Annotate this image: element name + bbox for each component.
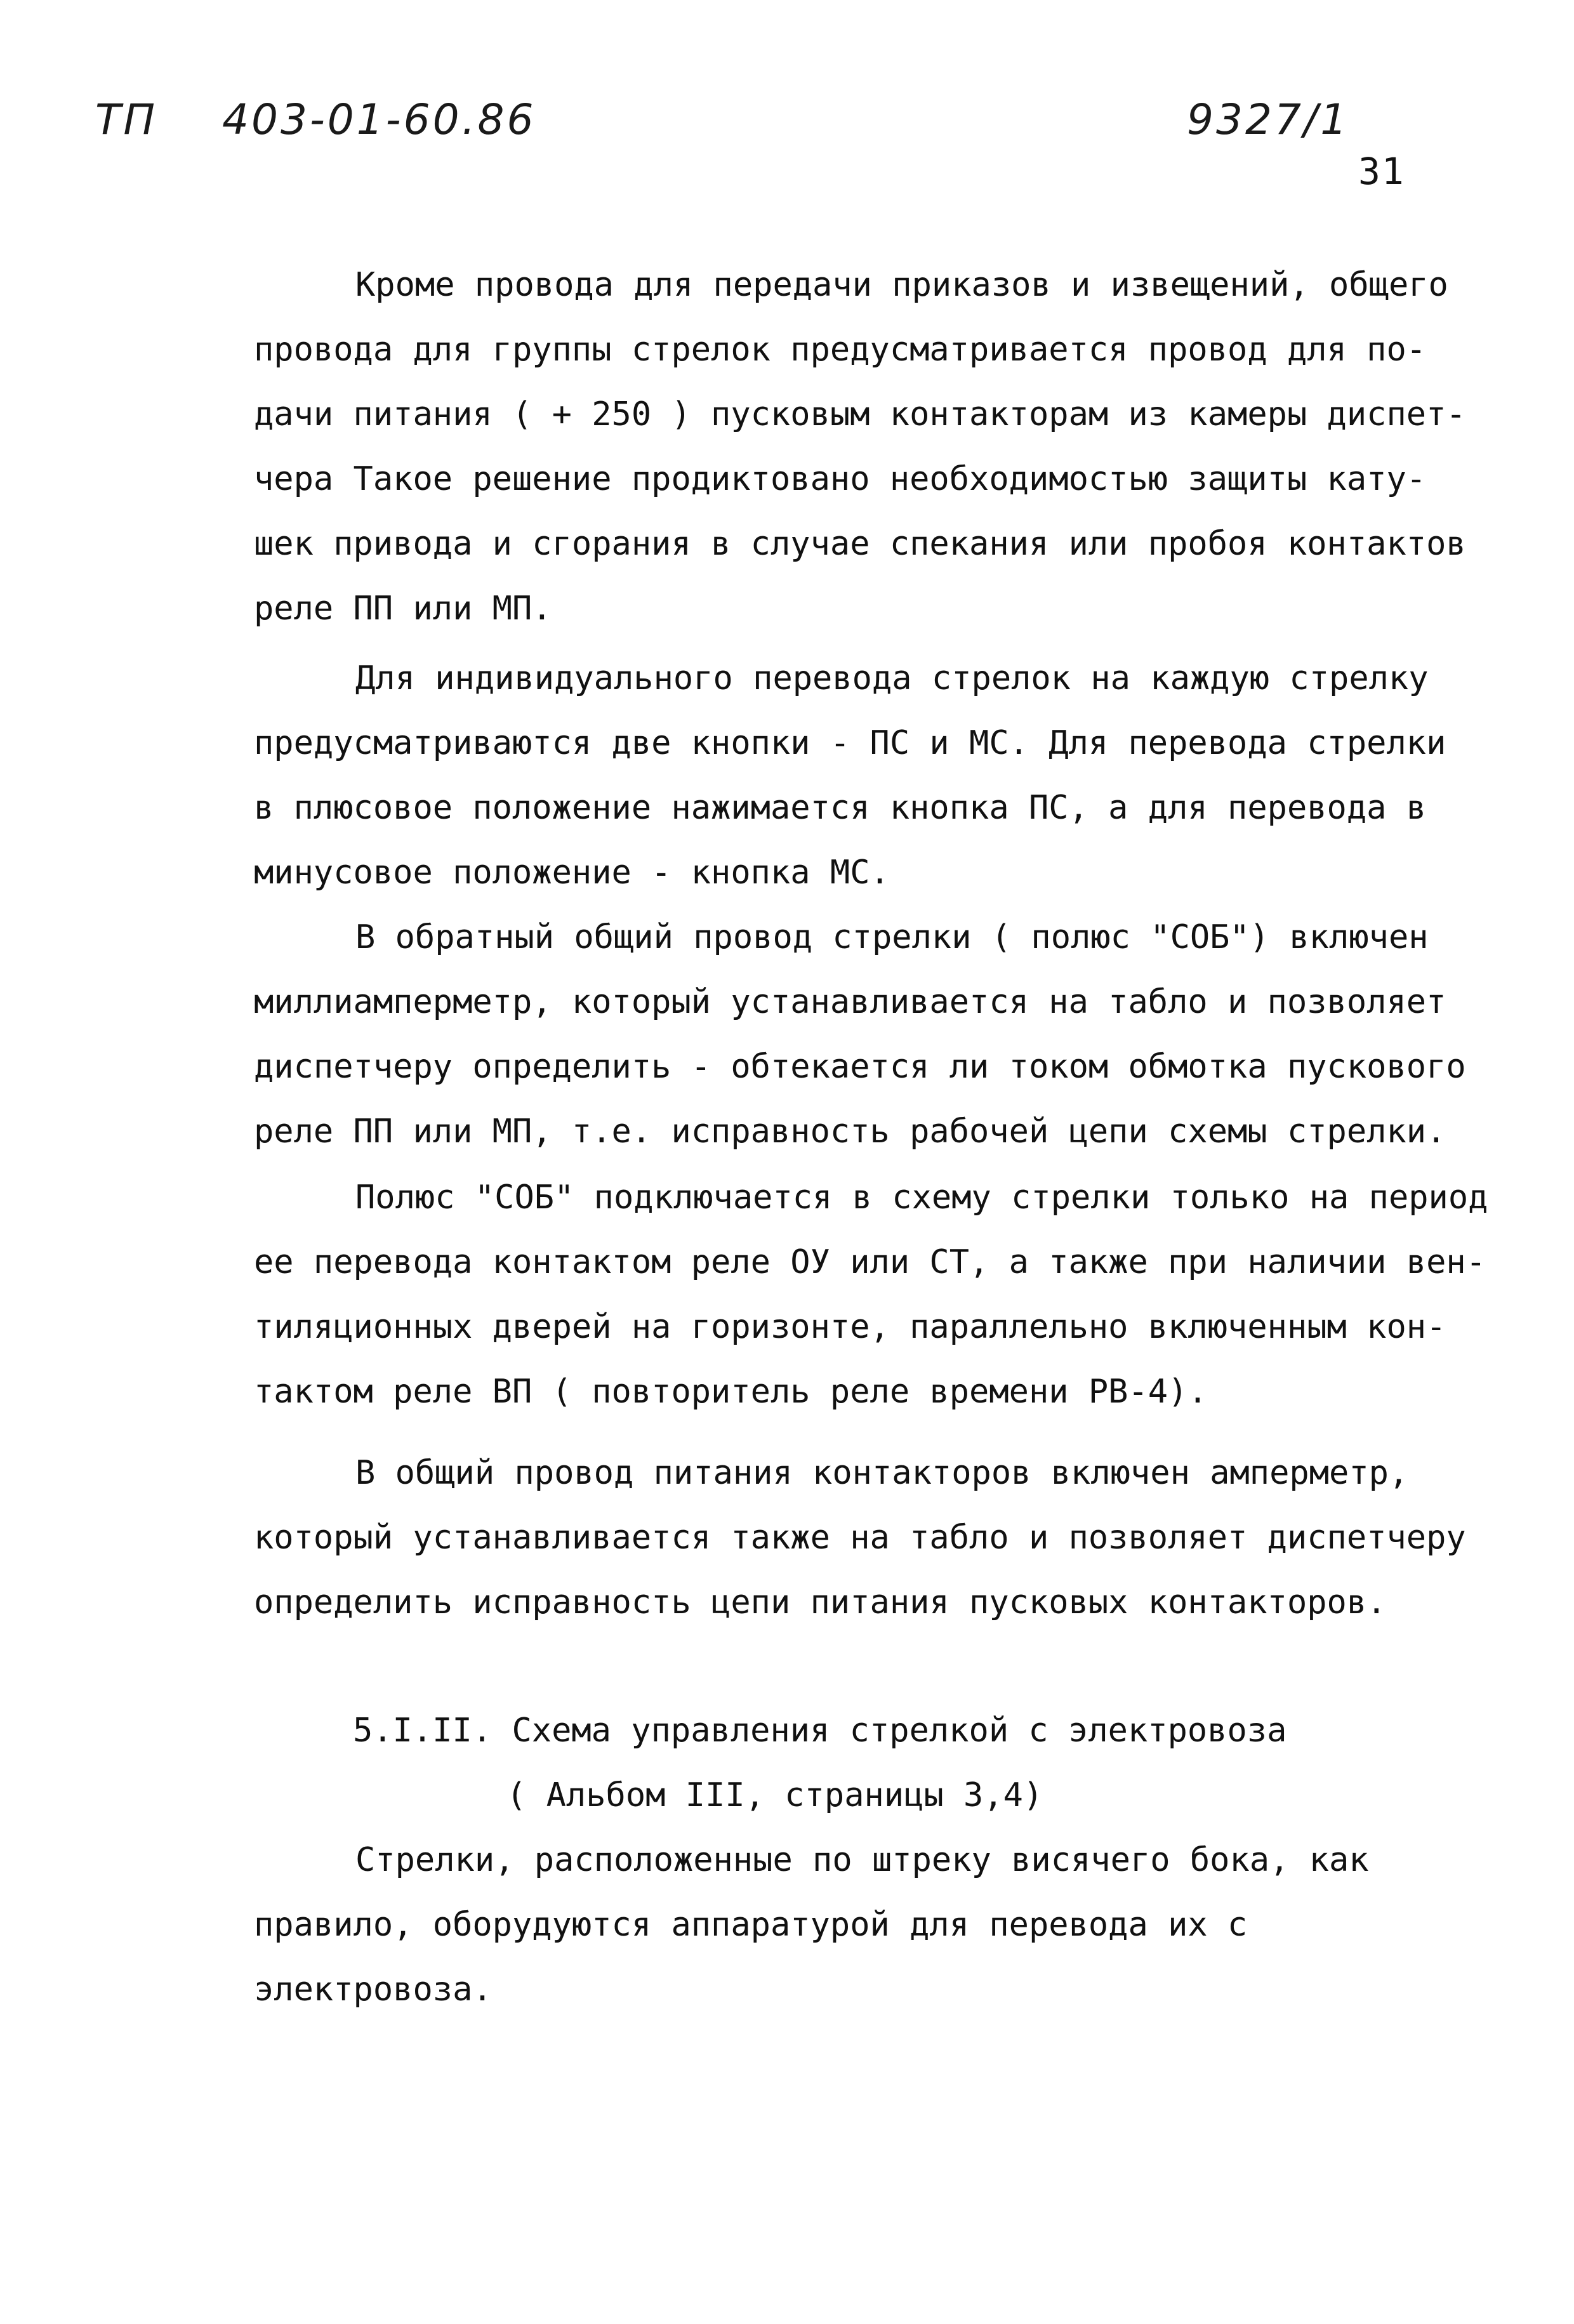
document-series: ТП (95, 95, 157, 144)
paragraph-1: Кроме провода для передачи приказов и извещений, общего провода для группы стрелок предусматривается провод для по- дачи питания ( + 250 ) пусковым контакторам из камеры диспет- чера Такое решение продиктовано необходимостью защиты кату- шек привода и сгорания в случае спекания или пробоя контактов реле ПП или МП. (254, 266, 1466, 628)
section-heading: 5.I.II. Схема управления стрелкой с электровоза (353, 1712, 1287, 1750)
section-subheading: ( Альбом III, страницы 3,4) (506, 1776, 1043, 1814)
paragraph-6: Стрелки, расположенные по штреку висячего бока, как правило, оборудуются аппаратурой для перевода их с электровоза. (254, 1841, 1369, 2009)
paragraph-3: В обратный общий провод стрелки ( полюс "СОБ") включен миллиамперметр, который устанавливается на табло и позволяет диспетчеру определить - обтекается ли током обмотка пускового реле ПП или МП, т.е. исправность рабочей цепи схемы стрелки. (254, 918, 1466, 1151)
project-code: 403-01-60.86 (222, 95, 536, 144)
paragraph-2: Для индивидуального перевода стрелок на каждую стрелку предусматриваются две кнопки - ПС и МС. Для перевода стрелки в плюсовое положение нажимается кнопка ПС, а для перевода в минусовое положение - кнопка МС. (254, 659, 1446, 892)
document-number: 9327/1 (1187, 95, 1350, 144)
paragraph-4: Полюс "СОБ" подключается в схему стрелки только на период ее перевода контактом реле ОУ или СТ, а также при наличии вен- тиляционных дверей на горизонте, параллельно включенным кон- тактом реле ВП ( повторитель реле времени РВ-4). (254, 1179, 1488, 1411)
page-number: 31 (1358, 150, 1405, 193)
paragraph-5: В общий провод питания контакторов включен амперметр, который устанавливается также на табло и позволяет диспетчеру определить исправность цепи питания пусковых контакторов. (254, 1454, 1466, 1621)
